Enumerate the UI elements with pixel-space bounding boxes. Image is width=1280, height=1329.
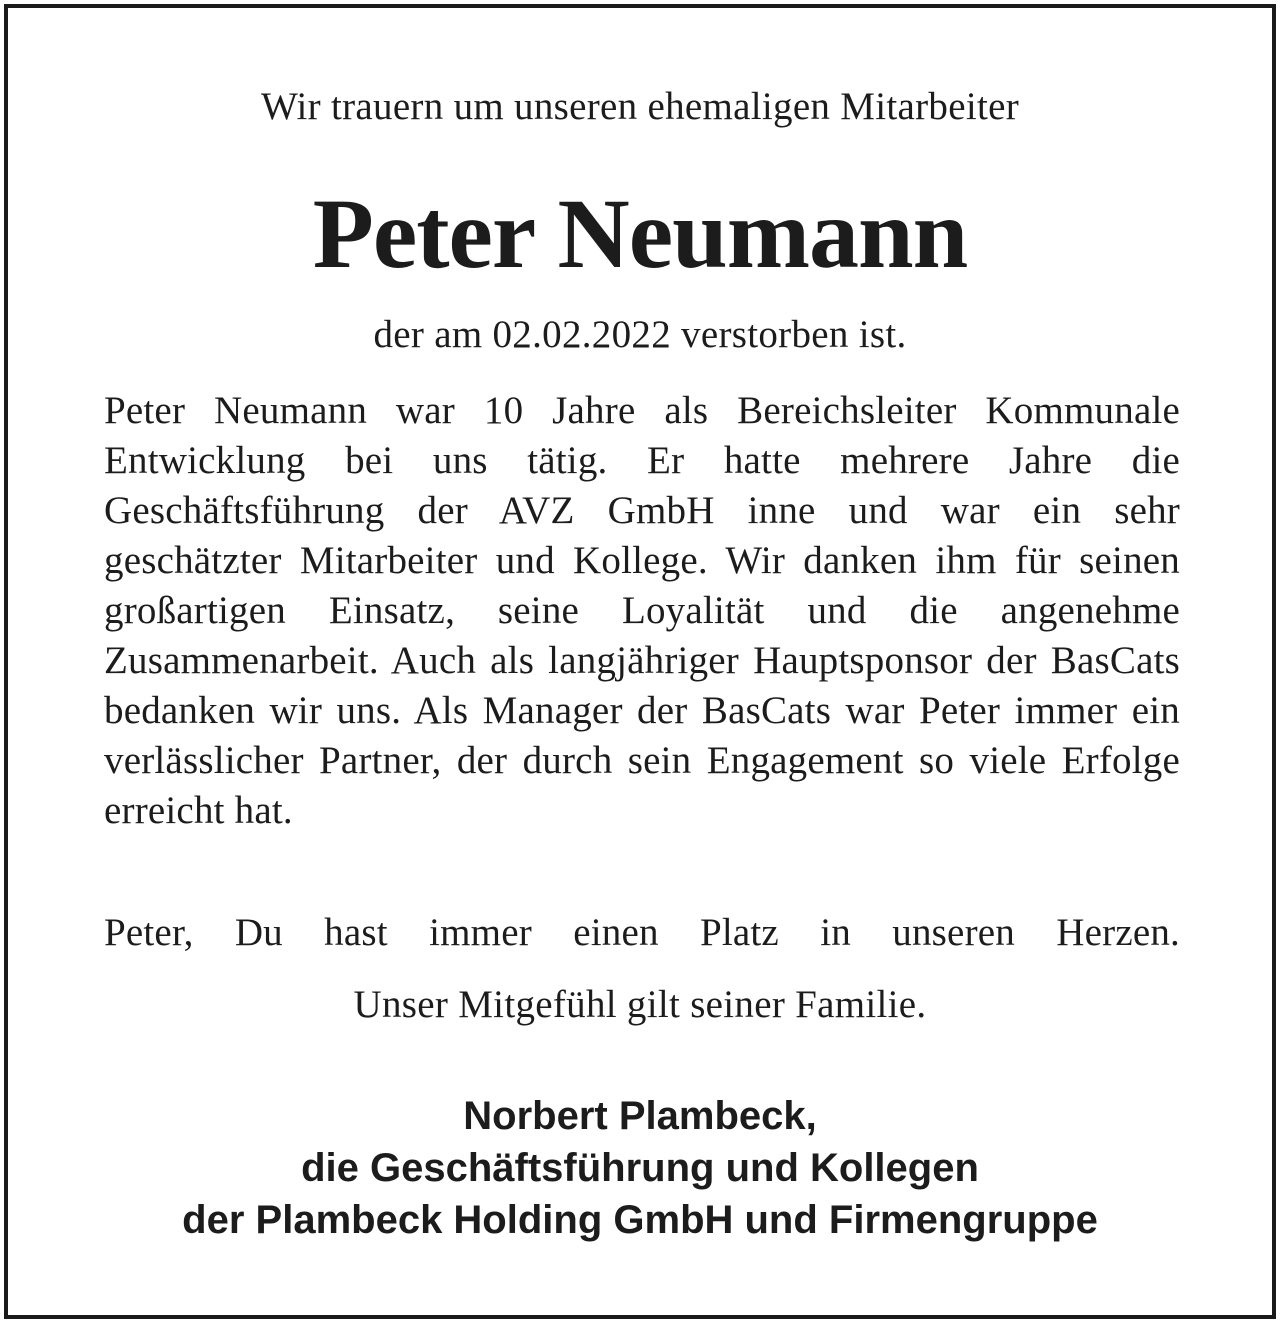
signature-line-3: der Plambeck Holding GmbH und Firmengruppe (182, 1198, 1098, 1242)
signature-line-1: Norbert Plambeck, (463, 1094, 817, 1138)
intro-line: Wir trauern um unseren ehemaligen Mitarbeiter (260, 85, 1020, 128)
closing-line: Peter, Du hast immer einen Platz in unseren Herzen. (104, 911, 1180, 954)
signature-line-2: die Geschäftsführung und Kollegen (301, 1146, 979, 1190)
obituary-notice-frame (4, 4, 1276, 1319)
tribute-paragraph: Peter Neumann war 10 Jahre als Bereichsleiter Kommunale Entwicklung bei uns tätig. Er hatte mehrere Jahre die Geschäftsführung der AVZ GmbH inne und war ein sehr geschätzter Mitarbeiter und Kollege. Wir danken ihm für seinen großartigen Einsatz, seine Loyalität und die angenehme Zusammenarbeit. Auch als langjähriger Hauptsponsor der BasCats bedanken wir uns. Als Manager der BasCats war Peter immer ein verlässlicher Partner, der durch sein Engagement so viele Erfolge erreicht hat. (104, 389, 1180, 832)
date-of-death-line: der am 02.02.2022 verstorben ist. (373, 313, 907, 356)
sympathy-line: Unser Mitgefühl gilt seiner Familie. (353, 983, 927, 1026)
signature-block (8, 1090, 1272, 1246)
deceased-name: Peter Neumann (312, 178, 968, 289)
